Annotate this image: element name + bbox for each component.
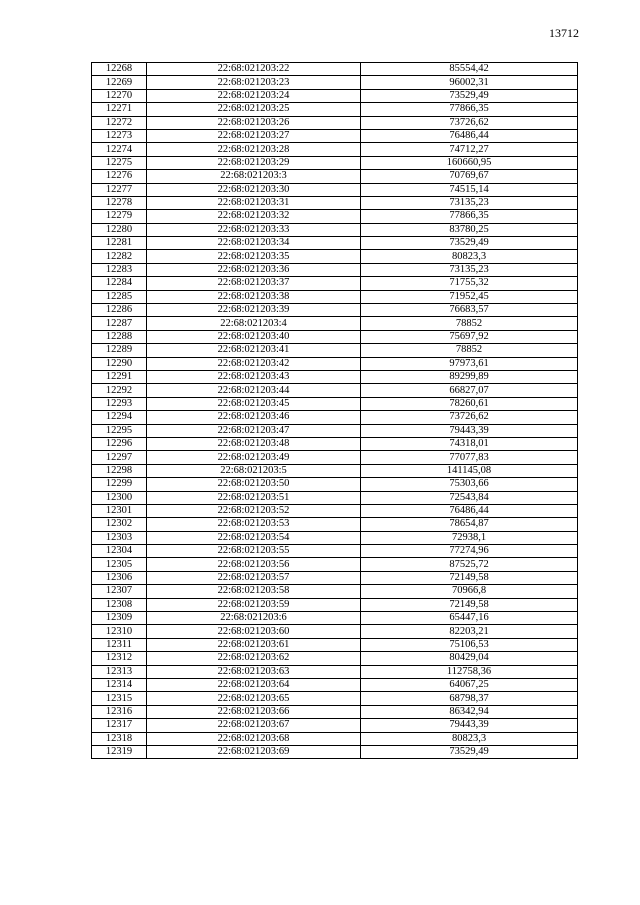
row-number-cell: 12269	[92, 76, 147, 89]
table-row	[92, 451, 578, 464]
table-row	[92, 504, 578, 517]
row-number-cell: 12315	[92, 692, 147, 705]
row-number-cell: 12299	[92, 478, 147, 491]
cadastral-number-cell: 22:68:021203:33	[147, 223, 361, 236]
row-number-cell: 12270	[92, 89, 147, 102]
table-row	[92, 89, 578, 102]
row-number-cell: 12296	[92, 437, 147, 450]
value-cell: 77077,83	[361, 451, 578, 464]
value-cell: 74712,27	[361, 143, 578, 156]
value-cell: 112758,36	[361, 665, 578, 678]
value-cell: 74515,14	[361, 183, 578, 196]
cadastral-number-cell: 22:68:021203:49	[147, 451, 361, 464]
row-number-cell: 12284	[92, 277, 147, 290]
cadastral-number-cell: 22:68:021203:47	[147, 424, 361, 437]
value-cell: 89299,89	[361, 370, 578, 383]
cadastral-number-cell: 22:68:021203:61	[147, 638, 361, 651]
table-row	[92, 612, 578, 625]
value-cell: 97973,61	[361, 357, 578, 370]
row-number-cell: 12286	[92, 304, 147, 317]
table-row	[92, 317, 578, 330]
value-cell: 64067,25	[361, 678, 578, 691]
table-row	[92, 678, 578, 691]
row-number-cell: 12300	[92, 491, 147, 504]
cadastral-number-cell: 22:68:021203:35	[147, 250, 361, 263]
row-number-cell: 12268	[92, 63, 147, 76]
row-number-cell: 12288	[92, 330, 147, 343]
cadastral-number-cell: 22:68:021203:24	[147, 89, 361, 102]
cadastral-number-cell: 22:68:021203:40	[147, 330, 361, 343]
cadastral-number-cell: 22:68:021203:57	[147, 571, 361, 584]
row-number-cell: 12297	[92, 451, 147, 464]
row-number-cell: 12287	[92, 317, 147, 330]
value-cell: 65447,16	[361, 612, 578, 625]
cadastral-number-cell: 22:68:021203:54	[147, 531, 361, 544]
cadastral-number-cell: 22:68:021203:62	[147, 652, 361, 665]
table-row	[92, 183, 578, 196]
table-row	[92, 745, 578, 758]
table-row	[92, 290, 578, 303]
value-cell: 73135,23	[361, 263, 578, 276]
table-row	[92, 571, 578, 584]
row-number-cell: 12319	[92, 745, 147, 758]
cadastral-number-cell: 22:68:021203:69	[147, 745, 361, 758]
cadastral-number-cell: 22:68:021203:44	[147, 384, 361, 397]
table-row	[92, 558, 578, 571]
value-cell: 68798,37	[361, 692, 578, 705]
table-row	[92, 129, 578, 142]
row-number-cell: 12285	[92, 290, 147, 303]
row-number-cell: 12276	[92, 170, 147, 183]
table-row	[92, 330, 578, 343]
cadastral-number-cell: 22:68:021203:5	[147, 464, 361, 477]
table-row	[92, 156, 578, 169]
value-cell: 87525,72	[361, 558, 578, 571]
value-cell: 79443,39	[361, 424, 578, 437]
row-number-cell: 12317	[92, 719, 147, 732]
table-row	[92, 732, 578, 745]
value-cell: 75106,53	[361, 638, 578, 651]
table-row	[92, 478, 578, 491]
value-cell: 82203,21	[361, 625, 578, 638]
value-cell: 72543,84	[361, 491, 578, 504]
cadastral-number-cell: 22:68:021203:65	[147, 692, 361, 705]
row-number-cell: 12292	[92, 384, 147, 397]
value-cell: 73529,49	[361, 237, 578, 250]
table-row	[92, 464, 578, 477]
cadastral-number-cell: 22:68:021203:64	[147, 678, 361, 691]
value-cell: 77866,35	[361, 210, 578, 223]
table-row	[92, 344, 578, 357]
value-cell: 70769,67	[361, 170, 578, 183]
cadastral-number-cell: 22:68:021203:43	[147, 370, 361, 383]
value-cell: 78654,87	[361, 518, 578, 531]
row-number-cell: 12275	[92, 156, 147, 169]
row-number-cell: 12280	[92, 223, 147, 236]
cadastral-number-cell: 22:68:021203:45	[147, 397, 361, 410]
cadastral-number-cell: 22:68:021203:28	[147, 143, 361, 156]
value-cell: 73529,49	[361, 745, 578, 758]
row-number-cell: 12302	[92, 518, 147, 531]
cadastral-number-cell: 22:68:021203:4	[147, 317, 361, 330]
cadastral-number-cell: 22:68:021203:48	[147, 437, 361, 450]
data-table	[91, 62, 578, 759]
table-row	[92, 304, 578, 317]
table-row	[92, 250, 578, 263]
value-cell: 73726,62	[361, 411, 578, 424]
table-row	[92, 665, 578, 678]
row-number-cell: 12282	[92, 250, 147, 263]
table-row	[92, 545, 578, 558]
row-number-cell: 12279	[92, 210, 147, 223]
value-cell: 76486,44	[361, 504, 578, 517]
table-row	[92, 384, 578, 397]
row-number-cell: 12309	[92, 612, 147, 625]
row-number-cell: 12277	[92, 183, 147, 196]
value-cell: 77274,96	[361, 545, 578, 558]
row-number-cell: 12304	[92, 545, 147, 558]
cadastral-number-cell: 22:68:021203:52	[147, 504, 361, 517]
value-cell: 141145,08	[361, 464, 578, 477]
value-cell: 76683,57	[361, 304, 578, 317]
row-number-cell: 12290	[92, 357, 147, 370]
value-cell: 75303,66	[361, 478, 578, 491]
value-cell: 78852	[361, 317, 578, 330]
row-number-cell: 12281	[92, 237, 147, 250]
cadastral-number-cell: 22:68:021203:22	[147, 63, 361, 76]
row-number-cell: 12312	[92, 652, 147, 665]
cadastral-number-cell: 22:68:021203:46	[147, 411, 361, 424]
cadastral-number-cell: 22:68:021203:55	[147, 545, 361, 558]
cadastral-number-cell: 22:68:021203:29	[147, 156, 361, 169]
row-number-cell: 12305	[92, 558, 147, 571]
table-row	[92, 638, 578, 651]
value-cell: 71755,32	[361, 277, 578, 290]
table-body	[92, 63, 578, 759]
value-cell: 72149,58	[361, 598, 578, 611]
table-row	[92, 196, 578, 209]
cadastral-number-cell: 22:68:021203:31	[147, 196, 361, 209]
table-row	[92, 652, 578, 665]
value-cell: 73135,23	[361, 196, 578, 209]
value-cell: 78260,61	[361, 397, 578, 410]
value-cell: 73529,49	[361, 89, 578, 102]
row-number-cell: 12306	[92, 571, 147, 584]
value-cell: 78852	[361, 344, 578, 357]
table-row	[92, 277, 578, 290]
row-number-cell: 12310	[92, 625, 147, 638]
cadastral-number-cell: 22:68:021203:37	[147, 277, 361, 290]
cadastral-number-cell: 22:68:021203:39	[147, 304, 361, 317]
cadastral-number-cell: 22:68:021203:50	[147, 478, 361, 491]
value-cell: 80823,3	[361, 732, 578, 745]
value-cell: 80823,3	[361, 250, 578, 263]
row-number-cell: 12289	[92, 344, 147, 357]
table-row	[92, 237, 578, 250]
table-row	[92, 719, 578, 732]
table-row	[92, 625, 578, 638]
row-number-cell: 12274	[92, 143, 147, 156]
cadastral-number-cell: 22:68:021203:41	[147, 344, 361, 357]
cadastral-number-cell: 22:68:021203:34	[147, 237, 361, 250]
table-row	[92, 411, 578, 424]
value-cell: 76486,44	[361, 129, 578, 142]
cadastral-number-cell: 22:68:021203:30	[147, 183, 361, 196]
row-number-cell: 12294	[92, 411, 147, 424]
table-row	[92, 585, 578, 598]
table-row	[92, 491, 578, 504]
table-row	[92, 76, 578, 89]
value-cell: 73726,62	[361, 116, 578, 129]
cadastral-number-cell: 22:68:021203:56	[147, 558, 361, 571]
value-cell: 71952,45	[361, 290, 578, 303]
row-number-cell: 12291	[92, 370, 147, 383]
value-cell: 96002,31	[361, 76, 578, 89]
table-row	[92, 357, 578, 370]
value-cell: 83780,25	[361, 223, 578, 236]
table-row	[92, 263, 578, 276]
row-number-cell: 12318	[92, 732, 147, 745]
cadastral-number-cell: 22:68:021203:68	[147, 732, 361, 745]
row-number-cell: 12272	[92, 116, 147, 129]
table-row	[92, 531, 578, 544]
cadastral-number-cell: 22:68:021203:3	[147, 170, 361, 183]
table-row	[92, 598, 578, 611]
table-row	[92, 103, 578, 116]
row-number-cell: 12316	[92, 705, 147, 718]
table-row	[92, 424, 578, 437]
table-row	[92, 170, 578, 183]
cadastral-number-cell: 22:68:021203:6	[147, 612, 361, 625]
table-row	[92, 437, 578, 450]
value-cell: 85554,42	[361, 63, 578, 76]
cadastral-number-cell: 22:68:021203:53	[147, 518, 361, 531]
cadastral-number-cell: 22:68:021203:60	[147, 625, 361, 638]
row-number-cell: 12283	[92, 263, 147, 276]
cadastral-number-cell: 22:68:021203:36	[147, 263, 361, 276]
cadastral-number-cell: 22:68:021203:42	[147, 357, 361, 370]
cadastral-number-cell: 22:68:021203:51	[147, 491, 361, 504]
value-cell: 80429,04	[361, 652, 578, 665]
row-number-cell: 12293	[92, 397, 147, 410]
row-number-cell: 12273	[92, 129, 147, 142]
table-row	[92, 518, 578, 531]
row-number-cell: 12301	[92, 504, 147, 517]
value-cell: 74318,01	[361, 437, 578, 450]
value-cell: 72938,1	[361, 531, 578, 544]
row-number-cell: 12313	[92, 665, 147, 678]
cadastral-number-cell: 22:68:021203:25	[147, 103, 361, 116]
cadastral-number-cell: 22:68:021203:27	[147, 129, 361, 142]
table-row	[92, 397, 578, 410]
value-cell: 86342,94	[361, 705, 578, 718]
row-number-cell: 12278	[92, 196, 147, 209]
table-row	[92, 370, 578, 383]
table-row	[92, 692, 578, 705]
row-number-cell: 12298	[92, 464, 147, 477]
cadastral-number-cell: 22:68:021203:66	[147, 705, 361, 718]
table-row	[92, 63, 578, 76]
cadastral-number-cell: 22:68:021203:58	[147, 585, 361, 598]
row-number-cell: 12295	[92, 424, 147, 437]
cadastral-number-cell: 22:68:021203:26	[147, 116, 361, 129]
row-number-cell: 12303	[92, 531, 147, 544]
cadastral-number-cell: 22:68:021203:23	[147, 76, 361, 89]
value-cell: 160660,95	[361, 156, 578, 169]
row-number-cell: 12308	[92, 598, 147, 611]
row-number-cell: 12271	[92, 103, 147, 116]
table-row	[92, 116, 578, 129]
table-row	[92, 210, 578, 223]
value-cell: 72149,58	[361, 571, 578, 584]
row-number-cell: 12307	[92, 585, 147, 598]
value-cell: 70966,8	[361, 585, 578, 598]
row-number-cell: 12314	[92, 678, 147, 691]
value-cell: 77866,35	[361, 103, 578, 116]
value-cell: 75697,92	[361, 330, 578, 343]
page-number: 13712	[549, 26, 579, 40]
table-row	[92, 705, 578, 718]
cadastral-number-cell: 22:68:021203:38	[147, 290, 361, 303]
row-number-cell: 12311	[92, 638, 147, 651]
cadastral-number-cell: 22:68:021203:67	[147, 719, 361, 732]
cadastral-number-cell: 22:68:021203:59	[147, 598, 361, 611]
table-row	[92, 223, 578, 236]
cadastral-number-cell: 22:68:021203:63	[147, 665, 361, 678]
value-cell: 66827,07	[361, 384, 578, 397]
cadastral-number-cell: 22:68:021203:32	[147, 210, 361, 223]
table-row	[92, 143, 578, 156]
value-cell: 79443,39	[361, 719, 578, 732]
